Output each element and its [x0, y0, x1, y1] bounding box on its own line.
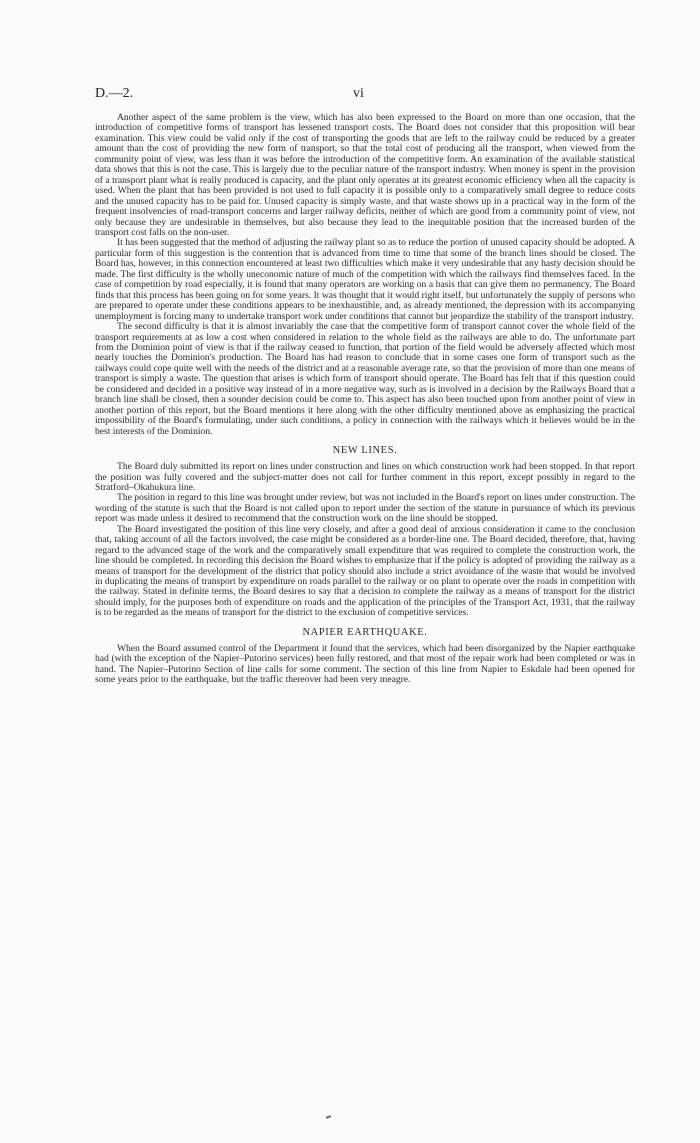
paragraph: The Board investigated the position of this line very closely, and after a good deal of anxious consideration it came to the conclusion that, taking account of all the factors involved, the case might be considered as a border-line one. The Board decided, therefore, that, having regard to the advanced stage of the work and the comparatively small expenditure that was required to complete the construction work, the line should be completed. In recording this decision the Board wishes to emphasize that if the policy is adopted of providing the railway as a means of transport for the development of the district that policy should also include a strict avoidance of the waste that would be involved in duplicating the means of transport by expenditure on roads parallel to the railway or on plant to operate over the roads in competition with the railway. Stated in definite terms, the Board desires to say that a decision to complete the railway as a means of transport for the district should imply, for the purposes both of expenditure on roads and the application of the principles of the Transport Act, 1931, that the railway is to be regarded as the means of transport for the district to the exclusion of competitive services.	[95, 523, 635, 619]
paragraph: It has been suggested that the method of adjusting the railway plant so as to reduce the portion of unused capacity should be adopted. A particular form of this suggestion is the contention that is advanced from time to time that some of the branch lines should be closed. The Board has, however, in this connection encountered at least two difficulties which make it very undesirable that any hasty decision should be made. The first difficulty is the wholly uneconomic nature of much of the competition with which the railways find themselves faced. In the case of competition by road especially, it is found that many operators are working on a basis that can give them no permanency. The Board finds that this process has been going on for some years. It was thought that it would right itself, but unfortunately the supply of persons who are prepared to operate under these conditions appears to be inexhaustible, and, as already mentioned, the depression with its accompanying unemployment is forcing many to undertake transport work under conditions that cannot but jeopardize the stability of the transport industry.	[95, 237, 635, 322]
page-header	[95, 86, 635, 106]
section-heading-new-lines: NEW LINES.	[332, 445, 398, 457]
document-code: D.—2.	[95, 86, 134, 101]
paragraph: When the Board assumed control of the Department it found that the services, which had been disorganized by the Napier earthquake had (with the exception of the Napier–Putorino services) been fully restored, and that most of the repair work had been completed or was in hand. The Napier–Putorino Section of line calls for some comment. The section of this line from Napier to Eskdale had been opened for some years prior to the earthquake, but the traffic thereover had been very meagre.	[95, 642, 635, 686]
paragraph: The Board duly submitted its report on lines under construction and lines on which construction work had been stopped. In that report the position was fully covered and the subject-matter does not call for further comment in this report, except possibly in regard to the Stratford–Okahukura line.	[95, 461, 635, 493]
document-body	[95, 113, 635, 686]
scan-mark	[326, 1115, 331, 1119]
paragraph: The position in regard to this line was brought under review, but was not included in the Board's report on lines under construction. The wording of the statute is such that the Board is not called upon to report under the section of the statute in pursuance of which its previous report was made unless it desired to recommend that the construction work on the line should be stopped.	[95, 492, 636, 525]
section-heading-napier-earthquake: NAPIER EARTHQUAKE.	[302, 626, 428, 638]
paragraph: Another aspect of the same problem is the view, which has also been expressed to the Board on more than one occasion, that the introduction of competitive forms of transport has lessened transport costs. The Board does not consider that this proposition will bear examination. This view could be valid only if the cost of transporting the goods that are left to the railway could be reduced by a greater amount than the cost of providing the new form of transport, so that the total cost of producing all the transport, when viewed from the community point of view, was less than it was before the introduction of the competitive form. An examination of the available statistical data shows that this is not the case. This is largely due to the peculiar nature of the transport industry. When money is spent in the provision of a transport plant what is really produced is capacity, and the plant only operates at its greatest economic efficiency when all the capacity is used. When the plant that has been provided is not used to full capacity it is possible only to a comparatively small degree to reduce costs and the unused capacity has to be paid for. Unused capacity is simply waste, and that waste shows up in a practical way in the form of the frequent insolvencies of road-transport concerns and larger railway deficits, neither of which are good from a community point of view, not only because they are undesirable in themselves, but also because they lead to the inequitable position that the increased burden of the transport cost falls on the non-user.	[95, 112, 635, 238]
paragraph: The second difficulty is that it is almost invariably the case that the competitive form of transport cannot cover the whole field of the transport requirements at as low a cost when considered in relation to the whole field as the railways are able to do. The unfortunate part from the Dominion point of view is that if the railway ceased to function, that portion of the field would be adversely affected which most nearly touches the Dominion's production. The Board has had reason to conclude that in some cases one form of transport such as the railways could cope quite well with the needs of the district and at a reasonable average rate, so that the provision of more than one means of transport is simply a waste. The question that arises is which form of transport should operate. The Board has felt that if this question could be considered and decided in a positive way instead of in a more negative way, such as is involved in a decision by the Railways Board that a branch line shall be closed, then a sounder decision could be come to. This aspect has also been touched upon from another point of view in another portion of this report, but the Board mentions it here along with the other difficulty mentioned above as emphasizing the practical impossibility of the Board's formulating, under such conditions, a policy in connection with the railways which it believes would be in the best interests of the Dominion.	[95, 321, 635, 437]
page-number: vi	[353, 86, 364, 101]
